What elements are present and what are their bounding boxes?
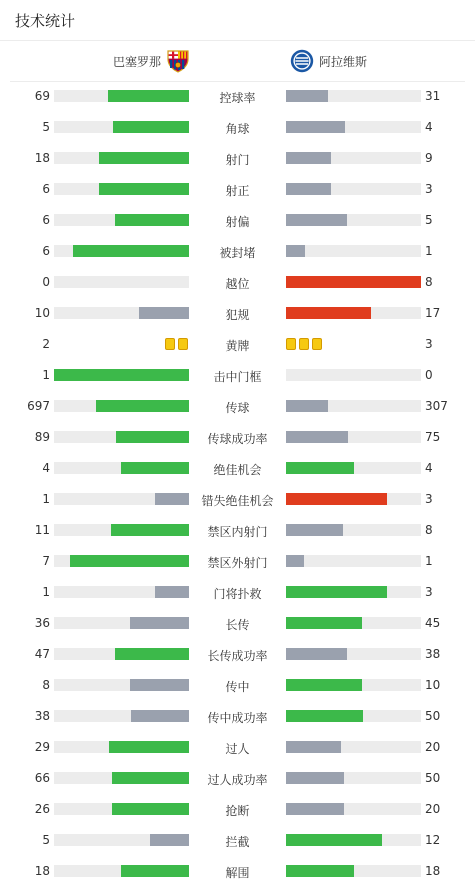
stat-row bbox=[0, 515, 475, 546]
stats-list bbox=[0, 81, 475, 887]
home-bar-fill bbox=[112, 803, 189, 815]
away-bar-track bbox=[286, 803, 421, 815]
away-bar-fill bbox=[286, 524, 343, 536]
stat-row bbox=[0, 453, 475, 484]
stat-label: 拦截 bbox=[225, 835, 250, 849]
home-value: 6 bbox=[42, 182, 50, 196]
away-bar-track bbox=[286, 834, 421, 846]
away-bar-fill bbox=[286, 679, 362, 691]
stat-row bbox=[0, 205, 475, 236]
stat-label: 长传成功率 bbox=[207, 649, 268, 663]
away-value: 17 bbox=[425, 306, 441, 320]
stat-row bbox=[0, 298, 475, 329]
home-value: 36 bbox=[34, 616, 50, 630]
home-value: 2 bbox=[42, 337, 50, 351]
stat-label: 禁区内射门 bbox=[207, 525, 268, 539]
away-bar-track bbox=[286, 555, 421, 567]
home-bar-fill bbox=[121, 865, 189, 877]
stat-row bbox=[0, 794, 475, 825]
yellow-card-icon bbox=[299, 338, 309, 350]
home-value: 10 bbox=[34, 306, 50, 320]
stat-label: 射偏 bbox=[225, 215, 250, 229]
away-bar-fill bbox=[286, 555, 304, 567]
home-value: 6 bbox=[42, 244, 50, 258]
away-bar-fill bbox=[286, 245, 305, 257]
page-title: 技术统计 bbox=[15, 12, 76, 30]
page-header bbox=[0, 0, 475, 41]
away-value: 307 bbox=[425, 399, 448, 413]
away-bar-fill bbox=[286, 90, 328, 102]
away-bar-fill bbox=[286, 741, 341, 753]
away-bar-track bbox=[286, 431, 421, 443]
stat-label: 传球 bbox=[225, 401, 250, 415]
stat-row bbox=[0, 825, 475, 856]
away-value: 5 bbox=[425, 213, 433, 227]
away-bar-fill bbox=[286, 214, 347, 226]
home-value: 0 bbox=[42, 275, 50, 289]
home-value: 697 bbox=[27, 399, 50, 413]
away-value: 38 bbox=[425, 647, 441, 661]
away-value: 3 bbox=[425, 337, 433, 351]
away-team[interactable] bbox=[290, 47, 367, 75]
away-bar-fill bbox=[286, 400, 328, 412]
away-bar-track bbox=[286, 772, 421, 784]
home-bar-track bbox=[54, 276, 189, 288]
stat-label: 错失绝佳机会 bbox=[201, 494, 274, 508]
home-bar-fill bbox=[150, 834, 189, 846]
away-value: 3 bbox=[425, 182, 433, 196]
away-bar-fill bbox=[286, 586, 387, 598]
home-value: 26 bbox=[34, 802, 50, 816]
home-value: 6 bbox=[42, 213, 50, 227]
stat-label: 禁区外射门 bbox=[207, 556, 268, 570]
stat-row bbox=[0, 391, 475, 422]
away-bar-fill bbox=[286, 493, 387, 505]
home-bar-track bbox=[54, 834, 189, 846]
home-bar-fill bbox=[115, 648, 189, 660]
home-bar-fill bbox=[99, 152, 189, 164]
away-value: 0 bbox=[425, 368, 433, 382]
home-bar-fill bbox=[108, 90, 189, 102]
stat-row bbox=[0, 360, 475, 391]
stat-row bbox=[0, 546, 475, 577]
away-value: 3 bbox=[425, 492, 433, 506]
away-value: 45 bbox=[425, 616, 441, 630]
stat-label: 过人成功率 bbox=[207, 773, 268, 787]
away-bar-track bbox=[286, 462, 421, 474]
home-bar-track bbox=[54, 586, 189, 598]
yellow-card-icon bbox=[165, 338, 175, 350]
away-team-name: 阿拉维斯 bbox=[319, 54, 368, 69]
stat-row bbox=[0, 577, 475, 608]
away-bar-track bbox=[286, 90, 421, 102]
away-value: 50 bbox=[425, 771, 441, 785]
away-bar-track bbox=[286, 121, 421, 133]
home-bar-fill bbox=[113, 121, 189, 133]
stat-label: 抢断 bbox=[225, 804, 250, 818]
away-value: 10 bbox=[425, 678, 441, 692]
home-bar-track bbox=[54, 152, 189, 164]
away-bar-track bbox=[286, 617, 421, 629]
away-bar-track bbox=[286, 741, 421, 753]
home-bar-track bbox=[54, 865, 189, 877]
home-bar-track bbox=[54, 369, 189, 381]
home-bar-fill bbox=[54, 369, 189, 381]
stat-row bbox=[0, 732, 475, 763]
away-value: 9 bbox=[425, 151, 433, 165]
away-bar-track bbox=[286, 183, 421, 195]
stat-label: 过人 bbox=[225, 742, 250, 756]
home-bar-track bbox=[54, 772, 189, 784]
home-team[interactable] bbox=[113, 47, 190, 75]
stat-row bbox=[0, 329, 475, 360]
alaves-crest-icon bbox=[290, 49, 314, 73]
stat-label: 射门 bbox=[225, 153, 250, 167]
away-bar-track bbox=[286, 710, 421, 722]
stat-row bbox=[0, 701, 475, 732]
home-bar-track bbox=[54, 741, 189, 753]
home-bar-track bbox=[54, 648, 189, 660]
home-bar-fill bbox=[130, 679, 189, 691]
away-bar-fill bbox=[286, 803, 344, 815]
away-value: 75 bbox=[425, 430, 441, 444]
stat-row bbox=[0, 639, 475, 670]
home-bar-track bbox=[54, 307, 189, 319]
home-bar-fill bbox=[70, 555, 189, 567]
home-bar-fill bbox=[131, 710, 189, 722]
home-bar-fill bbox=[155, 493, 189, 505]
away-bar-fill bbox=[286, 307, 371, 319]
stat-row bbox=[0, 174, 475, 205]
stat-label: 传球成功率 bbox=[207, 432, 268, 446]
stat-label: 被封堵 bbox=[219, 246, 256, 260]
away-value: 12 bbox=[425, 833, 441, 847]
home-bar-track bbox=[54, 679, 189, 691]
home-bar-track bbox=[54, 555, 189, 567]
home-value: 1 bbox=[42, 492, 50, 506]
away-bar-track bbox=[286, 276, 421, 288]
home-bar-fill bbox=[121, 462, 189, 474]
home-bar-track bbox=[54, 803, 189, 815]
home-bar-track bbox=[54, 121, 189, 133]
home-team-name: 巴塞罗那 bbox=[112, 54, 161, 69]
home-value: 8 bbox=[42, 678, 50, 692]
away-bar-track bbox=[286, 369, 421, 381]
stat-label: 黄牌 bbox=[225, 339, 250, 353]
home-bar-track bbox=[54, 245, 189, 257]
stat-row bbox=[0, 856, 475, 887]
stat-label: 传中 bbox=[225, 680, 250, 694]
stat-label: 角球 bbox=[225, 122, 250, 136]
home-bar-fill bbox=[115, 214, 189, 226]
stat-row bbox=[0, 670, 475, 701]
home-value: 5 bbox=[42, 120, 50, 134]
away-bar-track bbox=[286, 586, 421, 598]
home-bar-fill bbox=[139, 307, 189, 319]
barcelona-crest-icon bbox=[166, 49, 190, 73]
away-bar-track bbox=[286, 152, 421, 164]
away-bar-track bbox=[286, 524, 421, 536]
away-value: 20 bbox=[425, 802, 441, 816]
home-bar-fill bbox=[73, 245, 189, 257]
away-bar-track bbox=[286, 865, 421, 877]
away-bar-fill bbox=[286, 183, 331, 195]
away-bar-fill bbox=[286, 152, 331, 164]
stat-label: 控球率 bbox=[219, 91, 256, 105]
stat-row bbox=[0, 236, 475, 267]
home-yellow-cards bbox=[165, 338, 188, 350]
home-bar-track bbox=[54, 493, 189, 505]
home-bar-track bbox=[54, 524, 189, 536]
home-value: 66 bbox=[34, 771, 50, 785]
away-bar-fill bbox=[286, 648, 347, 660]
away-value: 8 bbox=[425, 275, 433, 289]
away-value: 4 bbox=[425, 120, 433, 134]
stat-label: 绝佳机会 bbox=[213, 463, 262, 477]
home-bar-fill bbox=[112, 772, 189, 784]
home-bar-fill bbox=[96, 400, 189, 412]
home-bar-fill bbox=[155, 586, 189, 598]
away-bar-track bbox=[286, 648, 421, 660]
stat-label: 门将扑救 bbox=[213, 587, 262, 601]
teams-header bbox=[10, 41, 465, 82]
home-value: 11 bbox=[34, 523, 50, 537]
home-bar-track bbox=[54, 400, 189, 412]
yellow-card-icon bbox=[178, 338, 188, 350]
away-value: 18 bbox=[425, 864, 441, 878]
away-value: 1 bbox=[425, 554, 433, 568]
home-value: 38 bbox=[34, 709, 50, 723]
home-bar-fill bbox=[99, 183, 189, 195]
home-bar-track bbox=[54, 462, 189, 474]
away-value: 50 bbox=[425, 709, 441, 723]
home-bar-track bbox=[54, 617, 189, 629]
stat-row bbox=[0, 81, 475, 112]
stat-label: 传中成功率 bbox=[207, 711, 268, 725]
away-bar-fill bbox=[286, 462, 354, 474]
away-bar-fill bbox=[286, 865, 354, 877]
yellow-card-icon bbox=[312, 338, 322, 350]
away-bar-fill bbox=[286, 710, 363, 722]
away-bar-track bbox=[286, 679, 421, 691]
away-bar-track bbox=[286, 493, 421, 505]
home-bar-fill bbox=[116, 431, 189, 443]
stat-row bbox=[0, 763, 475, 794]
yellow-card-icon bbox=[286, 338, 296, 350]
home-value: 5 bbox=[42, 833, 50, 847]
away-value: 8 bbox=[425, 523, 433, 537]
home-value: 1 bbox=[42, 368, 50, 382]
away-bar-fill bbox=[286, 772, 344, 784]
away-bar-track bbox=[286, 307, 421, 319]
away-value: 3 bbox=[425, 585, 433, 599]
home-bar-fill bbox=[109, 741, 189, 753]
stat-row bbox=[0, 484, 475, 515]
away-yellow-cards bbox=[286, 338, 322, 350]
stat-row bbox=[0, 608, 475, 639]
away-value: 20 bbox=[425, 740, 441, 754]
away-bar-fill bbox=[286, 834, 382, 846]
away-bar-fill bbox=[286, 617, 362, 629]
home-bar-track bbox=[54, 183, 189, 195]
home-bar-fill bbox=[111, 524, 189, 536]
stat-label: 犯规 bbox=[225, 308, 250, 322]
away-value: 31 bbox=[425, 89, 441, 103]
stat-row bbox=[0, 267, 475, 298]
home-value: 7 bbox=[42, 554, 50, 568]
home-value: 18 bbox=[34, 151, 50, 165]
away-value: 1 bbox=[425, 244, 433, 258]
away-bar-track bbox=[286, 245, 421, 257]
home-value: 1 bbox=[42, 585, 50, 599]
home-value: 29 bbox=[34, 740, 50, 754]
home-value: 18 bbox=[34, 864, 50, 878]
stat-label: 射正 bbox=[225, 184, 250, 198]
stat-label: 解围 bbox=[225, 866, 250, 880]
home-value: 4 bbox=[42, 461, 50, 475]
away-bar-fill bbox=[286, 431, 348, 443]
home-value: 69 bbox=[34, 89, 50, 103]
away-bar-track bbox=[286, 400, 421, 412]
away-bar-fill bbox=[286, 121, 345, 133]
home-value: 47 bbox=[34, 647, 50, 661]
away-bar-track bbox=[286, 214, 421, 226]
home-bar-fill bbox=[130, 617, 189, 629]
stat-row bbox=[0, 112, 475, 143]
stat-label: 击中门框 bbox=[213, 370, 262, 384]
home-bar-track bbox=[54, 431, 189, 443]
home-bar-track bbox=[54, 710, 189, 722]
away-bar-fill bbox=[286, 276, 421, 288]
stat-row bbox=[0, 143, 475, 174]
away-value: 4 bbox=[425, 461, 433, 475]
home-bar-track bbox=[54, 214, 189, 226]
home-bar-track bbox=[54, 90, 189, 102]
stat-label: 长传 bbox=[225, 618, 250, 632]
stat-row bbox=[0, 422, 475, 453]
stat-label: 越位 bbox=[225, 277, 250, 291]
home-value: 89 bbox=[34, 430, 50, 444]
